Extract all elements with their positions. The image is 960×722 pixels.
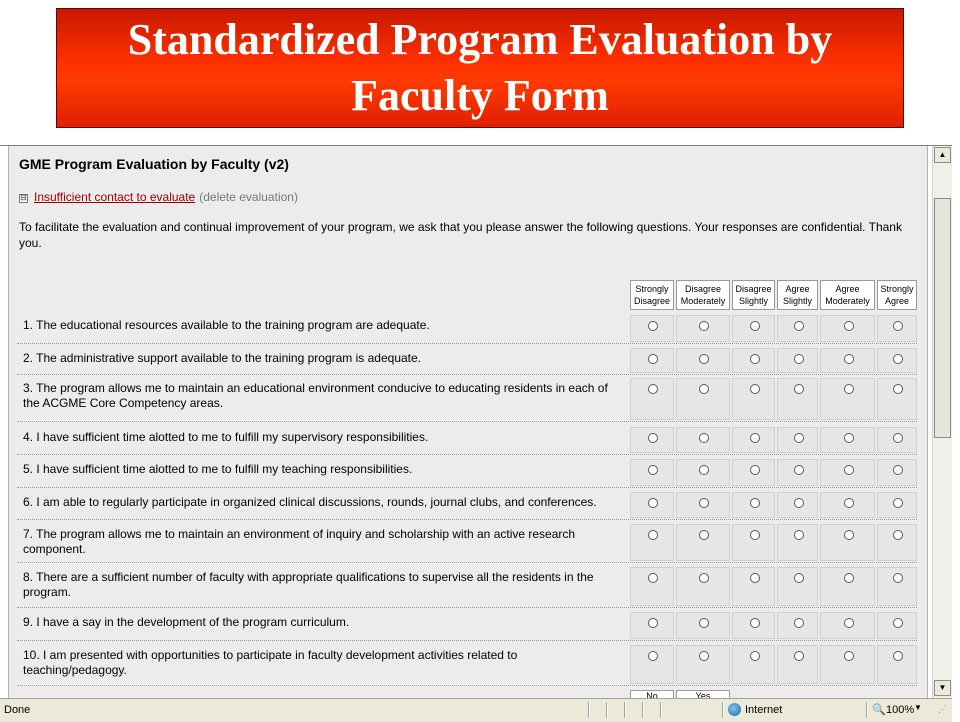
radio-disagree-slightly[interactable] [750,465,760,475]
radio-agree-moderately[interactable] [844,321,854,331]
radio-disagree-moderately[interactable] [699,651,709,661]
radio-agree-slightly[interactable] [794,618,804,628]
option-cell-agree-moderately [820,459,875,486]
radio-disagree-slightly[interactable] [750,498,760,508]
question-row [17,489,917,520]
radio-agree-slightly[interactable] [794,465,804,475]
radio-disagree-slightly[interactable] [750,354,760,364]
form-title: GME Program Evaluation by Faculty (v2) [19,156,289,172]
radio-agree-slightly[interactable] [794,498,804,508]
option-cell-disagree-moderately [676,645,730,684]
option-cell-strongly-agree [877,645,917,684]
option-cell-agree-moderately [820,348,875,373]
yes-option-header: Yes [676,690,730,698]
option-cell-strongly-disagree [630,567,674,606]
scrollbar-thumb[interactable] [934,198,951,438]
question-text: 1. The educational resources available to the training program are adequate. [23,318,430,332]
question-row [17,456,917,488]
option-cell-strongly-agree [877,427,917,453]
option-cell-disagree-slightly [732,459,775,486]
option-cell-agree-slightly [777,427,818,453]
option-cell-disagree-moderately [676,315,730,342]
radio-disagree-slightly[interactable] [750,433,760,443]
question-text: 7. The program allows me to maintain an environment of inquiry and scholarship with an active research component. [23,527,576,556]
radio-strongly-agree[interactable] [893,618,903,628]
question-text: 3. The program allows me to maintain an educational environment conducive to educating residents in each of the ACGME Core Competency areas. [23,381,608,410]
radio-disagree-moderately[interactable] [699,354,709,364]
question-text: 9. I have a say in the development of the program curriculum. [23,615,350,629]
question-text: 5. I have sufficient time alotted to me to fulfill my teaching responsibilities. [23,462,413,476]
radio-agree-slightly[interactable] [794,354,804,364]
option-cell-disagree-slightly [732,315,775,342]
question-row [17,642,917,686]
scale-header-disagree-moderately: Disagree Moderately [676,280,730,310]
option-cell-agree-moderately [820,315,875,342]
option-cell-disagree-moderately [676,427,730,453]
option-cell-strongly-agree [877,612,917,639]
option-cell-disagree-moderately [676,492,730,518]
radio-disagree-slightly[interactable] [750,618,760,628]
radio-disagree-moderately[interactable] [699,530,709,540]
radio-strongly-disagree[interactable] [648,651,658,661]
option-cell-agree-slightly [777,348,818,373]
option-cell-disagree-slightly [732,524,775,561]
option-cell-agree-slightly [777,459,818,486]
collapse-icon[interactable]: ⊟ [20,193,27,202]
radio-strongly-agree[interactable] [893,433,903,443]
radio-agree-moderately[interactable] [844,573,854,583]
option-cell-agree-moderately [820,378,875,420]
internet-zone-globe-icon [728,703,741,716]
radio-agree-moderately[interactable] [844,354,854,364]
option-cell-strongly-agree [877,348,917,373]
radio-agree-moderately[interactable] [844,530,854,540]
option-cell-strongly-disagree [630,315,674,342]
option-cell-strongly-disagree [630,645,674,684]
question-row [17,345,917,375]
radio-disagree-slightly[interactable] [750,573,760,583]
radio-strongly-agree[interactable] [893,354,903,364]
option-cell-agree-moderately [820,612,875,639]
option-cell-agree-slightly [777,645,818,684]
option-cell-strongly-agree [877,524,917,561]
option-cell-agree-slightly [777,492,818,518]
no-option-header: No [630,690,674,698]
scroll-down-arrow-icon[interactable]: ▼ [934,680,951,696]
radio-disagree-moderately[interactable] [699,465,709,475]
option-cell-disagree-moderately [676,378,730,420]
option-cell-disagree-slightly [732,378,775,420]
scale-header-strongly-disagree: Strongly Disagree [630,280,674,310]
radio-agree-moderately[interactable] [844,651,854,661]
radio-strongly-disagree[interactable] [648,530,658,540]
radio-agree-moderately[interactable] [844,498,854,508]
radio-strongly-disagree[interactable] [648,498,658,508]
radio-strongly-disagree[interactable] [648,433,658,443]
radio-strongly-disagree[interactable] [648,465,658,475]
radio-agree-slightly[interactable] [794,530,804,540]
radio-disagree-moderately[interactable] [699,618,709,628]
radio-disagree-moderately[interactable] [699,573,709,583]
option-cell-agree-moderately [820,645,875,684]
option-cell-strongly-agree [877,459,917,486]
radio-strongly-disagree[interactable] [648,384,658,394]
zoom-level[interactable]: 100% [886,704,915,716]
radio-strongly-agree[interactable] [893,651,903,661]
radio-agree-moderately[interactable] [844,465,854,475]
radio-disagree-moderately[interactable] [699,384,709,394]
question-row [17,375,917,422]
form-instructions: To facilitate the evaluation and continual improvement of your program, we ask that you please answer the following questions. Your responses are confidential. Thank you. [19,220,902,250]
option-cell-strongly-disagree [630,459,674,486]
page-content [0,146,932,698]
scale-header-agree-moderately: Agree Moderately [820,280,875,310]
zoom-dropdown-arrow-icon[interactable]: ▼ [914,703,922,712]
option-cell-agree-slightly [777,567,818,606]
radio-strongly-disagree[interactable] [648,573,658,583]
radio-strongly-agree[interactable] [893,498,903,508]
radio-agree-slightly[interactable] [794,433,804,443]
security-zone-label: Internet [745,704,783,716]
option-cell-disagree-moderately [676,612,730,639]
option-cell-agree-slightly [777,315,818,342]
radio-strongly-disagree[interactable] [648,321,658,331]
insufficient-contact-link[interactable]: Insufficient contact to evaluate [34,190,196,204]
option-cell-disagree-slightly [732,612,775,639]
vertical-scrollbar[interactable] [932,146,952,698]
option-cell-disagree-slightly [732,492,775,518]
option-cell-strongly-disagree [630,348,674,373]
status-bar [0,698,952,722]
option-cell-disagree-moderately [676,348,730,373]
radio-strongly-agree[interactable] [893,321,903,331]
radio-strongly-agree[interactable] [893,530,903,540]
question-text: 10. I am presented with opportunities to participate in faculty development activities related to teaching/pedagogy. [23,648,518,677]
status-text: Done [4,704,31,716]
question-row [17,521,917,563]
option-cell-strongly-disagree [630,378,674,420]
question-row [17,424,917,455]
question-text: 4. I have sufficient time alotted to me to fulfill my supervisory responsibilities. [23,430,429,444]
scale-header-agree-slightly: Agree Slightly [777,280,818,310]
option-cell-agree-moderately [820,524,875,561]
radio-strongly-agree[interactable] [893,465,903,475]
option-cell-disagree-moderately [676,459,730,486]
banner-title: Standardized Program Evaluation by Faculty Form [127,15,833,120]
radio-agree-slightly[interactable] [794,384,804,394]
option-cell-agree-moderately [820,492,875,518]
option-cell-agree-slightly [777,612,818,639]
resize-grip-icon[interactable]: ⋰ [938,704,947,714]
radio-strongly-agree[interactable] [893,384,903,394]
scale-header-strongly-agree: Strongly Agree [877,280,917,310]
option-cell-strongly-agree [877,315,917,342]
title-banner [56,8,904,128]
option-cell-disagree-moderately [676,567,730,606]
option-cell-strongly-agree [877,492,917,518]
browser-window [0,145,952,721]
evaluation-form [8,146,928,698]
option-cell-disagree-slightly [732,427,775,453]
question-text: 2. The administrative support available to the training program is adequate. [23,351,422,365]
radio-disagree-slightly[interactable] [750,530,760,540]
radio-agree-moderately[interactable] [844,384,854,394]
radio-agree-slightly[interactable] [794,651,804,661]
delete-evaluation-link[interactable]: (delete evaluation) [199,190,298,204]
option-cell-disagree-moderately [676,524,730,561]
option-cell-strongly-disagree [630,612,674,639]
radio-disagree-slightly[interactable] [750,651,760,661]
option-cell-strongly-disagree [630,492,674,518]
option-cell-agree-slightly [777,378,818,420]
question-row [17,564,917,608]
radio-disagree-slightly[interactable] [750,321,760,331]
radio-strongly-disagree[interactable] [648,618,658,628]
option-cell-agree-moderately [820,567,875,606]
option-cell-strongly-agree [877,567,917,606]
radio-agree-moderately[interactable] [844,618,854,628]
radio-strongly-agree[interactable] [893,573,903,583]
option-cell-strongly-agree [877,378,917,420]
option-cell-disagree-slightly [732,348,775,373]
option-cell-strongly-disagree [630,524,674,561]
question-text: 6. I am able to regularly participate in organized clinical discussions, rounds, journal clubs, and conferences. [23,495,597,509]
insufficient-contact-row [19,190,298,204]
radio-disagree-slightly[interactable] [750,384,760,394]
radio-strongly-disagree[interactable] [648,354,658,364]
radio-disagree-moderately[interactable] [699,498,709,508]
option-cell-disagree-slightly [732,645,775,684]
option-cell-disagree-slightly [732,567,775,606]
radio-agree-slightly[interactable] [794,321,804,331]
radio-agree-moderately[interactable] [844,433,854,443]
option-cell-strongly-disagree [630,427,674,453]
question-text: 8. There are a sufficient number of faculty with appropriate qualifications to supervise all the residents in the program. [23,570,594,599]
option-cell-agree-slightly [777,524,818,561]
radio-agree-slightly[interactable] [794,573,804,583]
question-row [17,609,917,641]
scroll-up-arrow-icon[interactable]: ▲ [934,147,951,163]
radio-disagree-moderately[interactable] [699,321,709,331]
question-row [17,312,917,344]
radio-disagree-moderately[interactable] [699,433,709,443]
option-cell-agree-moderately [820,427,875,453]
scale-header-disagree-slightly: Disagree Slightly [732,280,775,310]
zoom-magnifier-icon[interactable]: 🔍 [872,704,886,716]
